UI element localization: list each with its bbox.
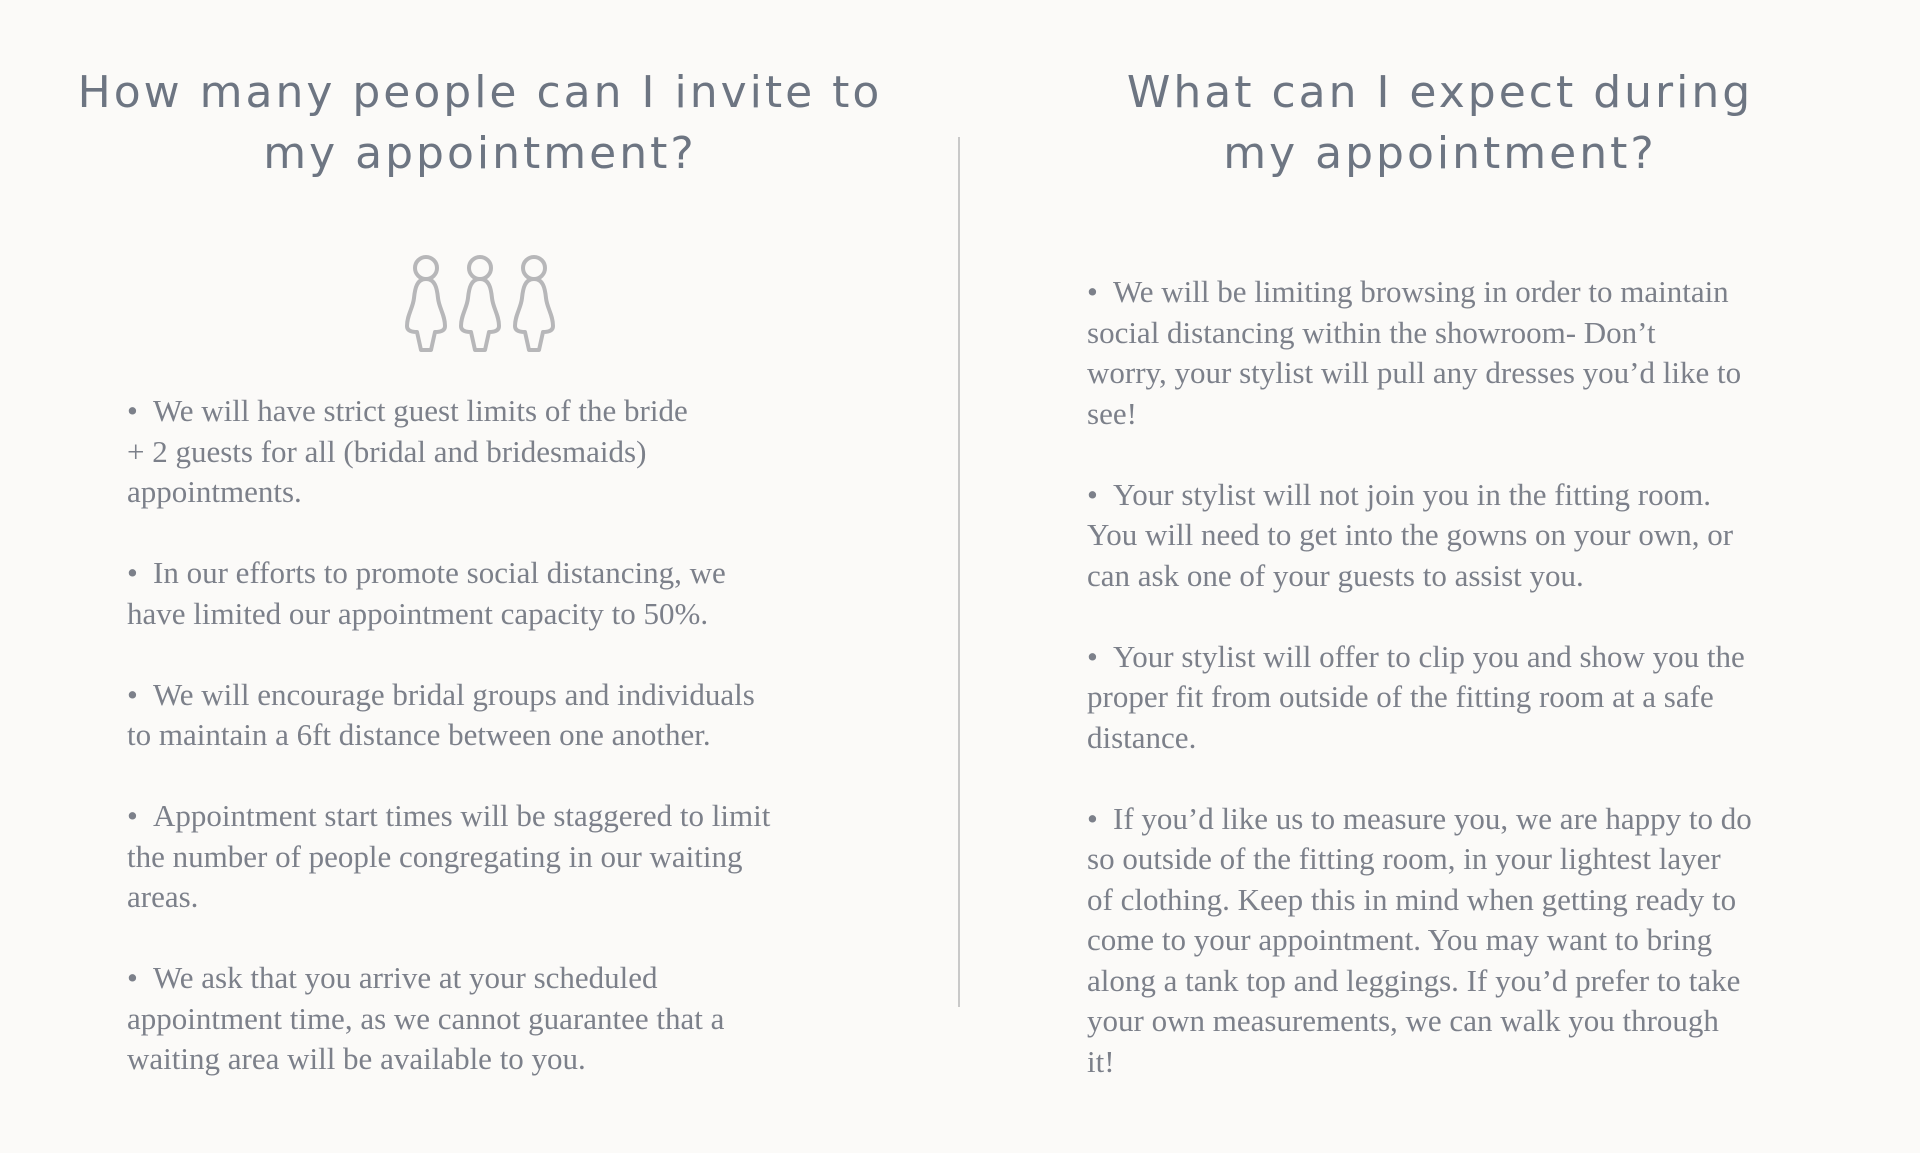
list-item <box>1087 637 1807 759</box>
list-item-text: We will be limiting browsing in order to maintain <box>1113 274 1729 309</box>
bullet-icon: • <box>127 798 138 833</box>
bullet-icon: • <box>127 676 138 712</box>
list-item-line <box>127 675 847 716</box>
list-item <box>1087 272 1807 434</box>
list-item-line: the number of people congregating in our waiting <box>127 838 743 874</box>
list-item-line: distance. <box>1087 719 1197 755</box>
list-item <box>127 958 847 1080</box>
woman-figure-icon <box>461 257 499 350</box>
list-item-line <box>1087 799 1807 840</box>
list-item-line: appointments. <box>127 474 302 509</box>
list-item <box>127 796 847 918</box>
left-heading-line-2: my appointment? <box>263 128 697 179</box>
bullet-icon: • <box>127 555 138 590</box>
appointment-expectations-list <box>1087 272 1807 1082</box>
list-item-line <box>127 553 847 594</box>
list-item <box>127 391 847 513</box>
list-item <box>127 675 847 756</box>
list-item-line: appointment time, as we cannot guarantee that a <box>127 1000 725 1036</box>
list-item-line: see! <box>1087 395 1137 431</box>
list-item-line: your own measurements, we can walk you through <box>1087 1003 1719 1038</box>
bullet-icon: • <box>127 393 138 428</box>
list-item-line: to maintain a 6ft distance between one another. <box>127 717 711 752</box>
bullet-icon: • <box>1087 274 1098 309</box>
list-item-text: Your stylist will not join you in the fitting room. <box>1113 476 1711 512</box>
bullet-icon: • <box>1087 800 1098 836</box>
list-item-line <box>1087 475 1807 516</box>
list-item-line: come to your appointment. You may want to bring <box>1087 922 1713 957</box>
list-item-line <box>127 958 847 999</box>
list-item-line <box>1087 272 1807 313</box>
list-item-text: We ask that you arrive at your scheduled <box>153 960 658 995</box>
list-item-line <box>127 796 847 837</box>
list-item-line: can ask one of your guests to assist you. <box>1087 557 1584 593</box>
column-divider <box>958 137 960 1007</box>
list-item-line: waiting area will be available to you. <box>127 1041 586 1076</box>
list-item-line: worry, your stylist will pull any dresses you’d like to <box>1087 355 1742 390</box>
woman-figure-icon <box>515 257 553 350</box>
list-item-text: In our efforts to promote social distancing, we <box>153 555 726 590</box>
right-heading-line-2: my appointment? <box>1223 128 1657 179</box>
list-item-line: along a tank top and leggings. If you’d prefer to take <box>1087 962 1741 998</box>
guest-policy-list <box>127 391 847 1080</box>
list-item-line <box>1087 637 1807 678</box>
list-item <box>127 553 847 634</box>
list-item-line: social distancing within the showroom- Don’t <box>1087 314 1656 350</box>
list-item-line: it! <box>1087 1043 1115 1079</box>
list-item-line: areas. <box>127 879 199 914</box>
right-column-heading <box>1010 62 1870 184</box>
woman-figure-icon <box>407 257 445 350</box>
bullet-icon: • <box>1087 638 1098 674</box>
bullet-icon: • <box>127 960 138 995</box>
right-heading-line-1: What can I expect during <box>1126 67 1754 118</box>
list-item-line: + 2 guests for all (bridal and bridesmaids) <box>127 433 647 469</box>
list-item-text: Your stylist will offer to clip you and show you the <box>1113 638 1745 674</box>
list-item-line: have limited our appointment capacity to 50%. <box>127 595 709 631</box>
three-women-icon <box>400 252 560 354</box>
bullet-icon: • <box>1087 476 1098 512</box>
list-item-line: proper fit from outside of the fitting room at a safe <box>1087 679 1714 714</box>
list-item-text: If you’d like us to measure you, we are happy to do <box>1113 800 1752 836</box>
list-item-text: Appointment start times will be staggered to limit <box>153 798 771 833</box>
list-item <box>1087 475 1807 597</box>
list-item-text: We will have strict guest limits of the bride <box>153 393 688 428</box>
list-item <box>1087 799 1807 1083</box>
list-item-line: so outside of the fitting room, in your lightest layer <box>1087 841 1721 876</box>
list-item-line: You will need to get into the gowns on your own, or <box>1087 517 1734 552</box>
left-heading-line-1: How many people can I invite to <box>77 67 883 118</box>
list-item-text: We will encourage bridal groups and individuals <box>153 676 755 712</box>
left-column-heading <box>50 62 910 184</box>
list-item-line <box>127 391 847 432</box>
list-item-line: of clothing. Keep this in mind when getting ready to <box>1087 881 1737 917</box>
